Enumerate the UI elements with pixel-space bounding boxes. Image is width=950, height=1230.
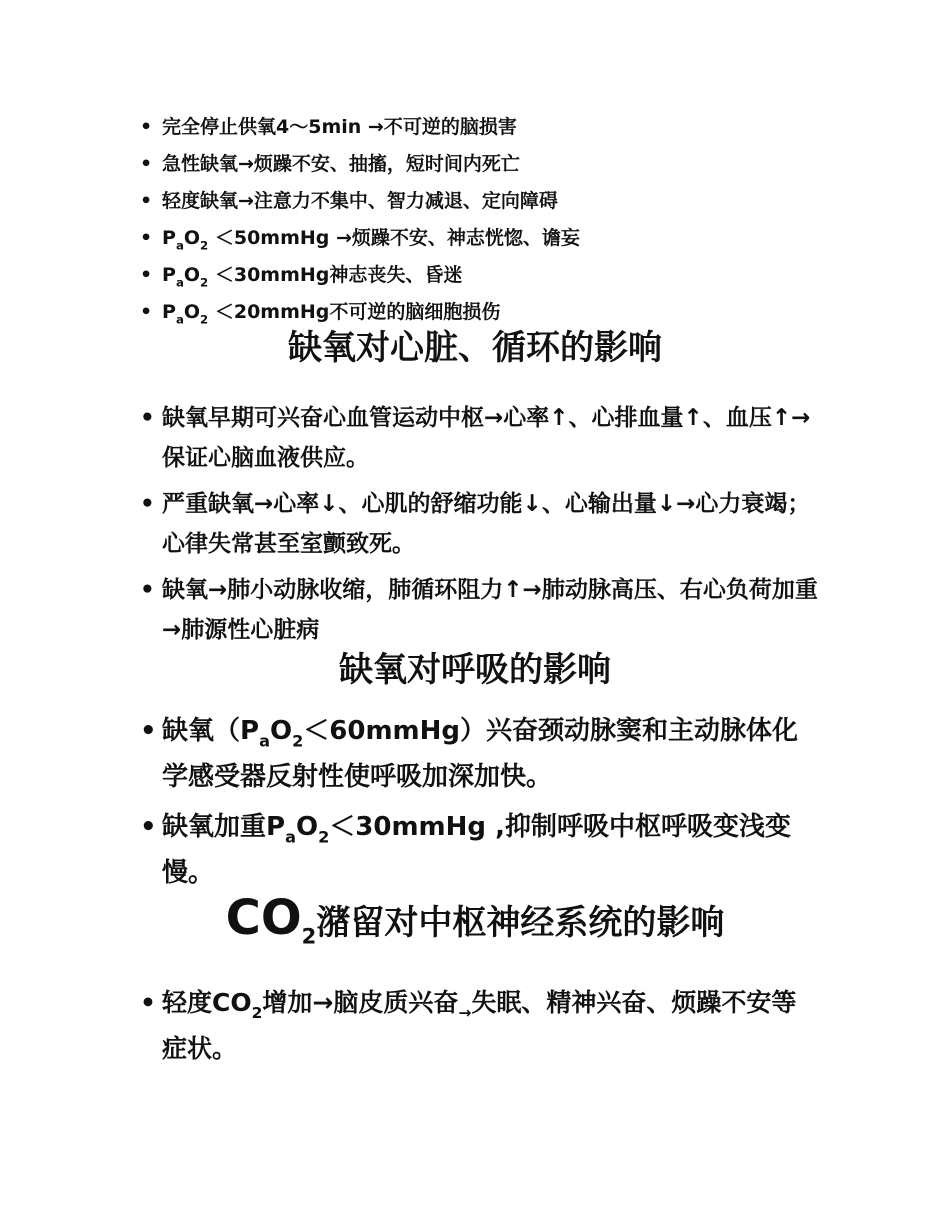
pao2-a: a (259, 731, 270, 751)
item-text-pre: 缺氧（ (162, 716, 241, 746)
item-text: ＜30mmHg神志丧失、昏迷 (214, 264, 463, 286)
item-text: ＜50mmHg →烦躁不安、神志恍惚、谵妄 (214, 227, 580, 249)
list-item (140, 570, 820, 650)
pao2-2: 2 (292, 731, 304, 751)
pao2-a: a (285, 827, 296, 847)
co2-subscript: 2 (301, 923, 317, 949)
list-item (140, 223, 820, 260)
item-text: 严重缺氧→心率↓、心肌的舒缩功能↓、心输出量↓→心力衰竭；心律失常甚至室颤致死。 (162, 491, 811, 557)
pao2-o: O (183, 301, 201, 323)
pao2-p: P (162, 227, 176, 249)
heading-co2-retention (0, 890, 950, 949)
pao2-2: 2 (200, 312, 209, 327)
item-text-mid: 增加→脑皮质兴奋 (262, 988, 459, 1017)
heading-rest: 潴留对中枢神经系统的影响 (316, 903, 725, 943)
list-item (140, 260, 820, 297)
pao2-p: P (266, 812, 286, 842)
item-text-post: ＜30mmHg ,抑制呼吸中枢呼吸变浅变慢。 (162, 812, 791, 888)
pao2-2: 2 (200, 275, 209, 290)
pao2-o: O (295, 812, 319, 842)
item-text-pre: 缺氧加重 (162, 812, 267, 842)
item-text-post: ＜60mmHg）兴奋颈动脉窦和主动脉体化学感受器反射性使呼吸加深加快。 (162, 716, 799, 792)
list-item (140, 804, 820, 896)
item-text: 完全停止供氧4～5min →不可逆的脑损害 (162, 116, 517, 138)
item-text: 急性缺氧→烦躁不安、抽搐，短时间内死亡 (162, 153, 520, 175)
pao2-o: O (269, 716, 293, 746)
item-text: 缺氧早期可兴奋心血管运动中枢→心率↑、心排血量↑、血压↑→保证心脑血液供应。 (162, 405, 811, 471)
co2-subscript: 2 (251, 1003, 263, 1022)
pao2-a: a (175, 275, 184, 290)
pao2-p: P (240, 716, 260, 746)
list-item (140, 112, 820, 149)
item-text-pre: 轻度CO (162, 988, 252, 1017)
list-item (140, 186, 820, 223)
list-item (140, 484, 820, 564)
heading-respiration: 缺氧对呼吸的影响 (339, 650, 611, 690)
pao2-p: P (162, 301, 176, 323)
pao2-o: O (183, 264, 201, 286)
item-text: 缺氧→肺小动脉收缩，肺循环阻力↑→肺动脉高压、右心负荷加重→肺源性心脏病 (162, 577, 818, 643)
respiration-effects-list (140, 708, 820, 900)
arrow-subscript: → (458, 1003, 472, 1022)
list-item (140, 708, 820, 800)
pao2-p: P (162, 264, 176, 286)
heart-effects-list (140, 398, 820, 656)
item-text-post: 失眠、精神兴奋、烦躁不安等症状。 (162, 988, 797, 1063)
list-item (140, 980, 820, 1072)
pao2-o: O (183, 227, 201, 249)
pao2-a: a (175, 312, 184, 327)
item-text: ＜20mmHg不可逆的脑细胞损伤 (214, 301, 501, 323)
heading-heart-circulation: 缺氧对心脏、循环的影响 (288, 328, 662, 368)
pao2-2: 2 (318, 827, 330, 847)
list-item (140, 398, 820, 478)
co2-co: CO (225, 890, 302, 946)
brain-effects-list (140, 112, 820, 334)
item-text: 轻度缺氧→注意力不集中、智力减退、定向障碍 (162, 190, 558, 212)
pao2-a: a (175, 238, 184, 253)
pao2-2: 2 (200, 238, 209, 253)
list-item (140, 149, 820, 186)
co2-effects-list (140, 980, 820, 1072)
